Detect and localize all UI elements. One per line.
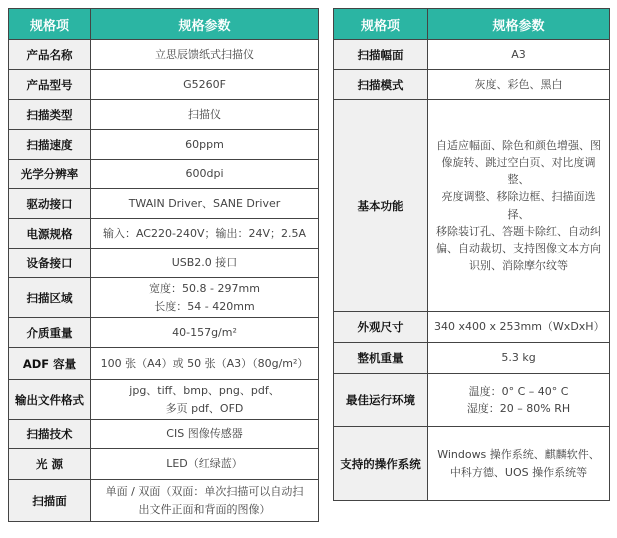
spec-value-line: 单面 / 双面（双面：单次扫描可以自动扫 bbox=[105, 485, 304, 499]
spec-value bbox=[428, 343, 610, 374]
spec-value bbox=[428, 70, 610, 100]
spec-key: 最佳运行环境 bbox=[334, 374, 428, 427]
spec-row bbox=[9, 100, 319, 130]
spec-value-line: G5260F bbox=[183, 77, 226, 91]
header-row bbox=[9, 9, 319, 40]
spec-key: 扫描类型 bbox=[9, 100, 91, 130]
spec-key: 扫描速度 bbox=[9, 130, 91, 160]
spec-value bbox=[91, 278, 319, 318]
spec-table-left-body bbox=[9, 40, 319, 522]
spec-value-line: 宽度：50.8 - 297mm bbox=[149, 282, 260, 296]
spec-value bbox=[91, 70, 319, 100]
spec-row bbox=[334, 40, 610, 70]
spec-value bbox=[91, 420, 319, 449]
spec-value-line: jpg、tiff、bmp、png、pdf、 bbox=[129, 384, 280, 398]
spec-value bbox=[91, 219, 319, 249]
spec-key: 驱动接口 bbox=[9, 189, 91, 219]
spec-value-line: 中科方德、UOS 操作系统等 bbox=[449, 465, 588, 479]
spec-row bbox=[334, 312, 610, 343]
spec-key: 外观尺寸 bbox=[334, 312, 428, 343]
spec-value-line: 像旋转、跳过空白页、对比度调整、 bbox=[441, 156, 596, 187]
spec-key: 整机重量 bbox=[334, 343, 428, 374]
spec-key: 设备接口 bbox=[9, 249, 91, 278]
spec-value-line: 40-157g/m² bbox=[172, 325, 237, 339]
spec-key: 扫描区域 bbox=[9, 278, 91, 318]
spec-row bbox=[9, 420, 319, 449]
spec-value bbox=[91, 480, 319, 522]
spec-row bbox=[9, 480, 319, 522]
spec-key: 支持的操作系统 bbox=[334, 427, 428, 501]
spec-value bbox=[91, 449, 319, 480]
spec-value bbox=[428, 40, 610, 70]
spec-value-line: 移除装订孔、答题卡除红、自动纠 bbox=[436, 224, 601, 238]
spec-value-line: LED（红绿蓝） bbox=[166, 457, 243, 471]
spec-row bbox=[9, 348, 319, 380]
spec-value-line: 自适应幅面、除色和颜色增强、图 bbox=[436, 139, 601, 153]
spec-value-line: 亮度调整、移除边框、扫描面选择、 bbox=[441, 190, 596, 221]
spec-row bbox=[334, 70, 610, 100]
spec-value-line: 100 张（A4）或 50 张（A3）（80g/m²） bbox=[100, 356, 309, 370]
spec-value-line: USB2.0 接口 bbox=[171, 256, 238, 270]
spec-value bbox=[91, 348, 319, 380]
spec-row bbox=[9, 130, 319, 160]
spec-row bbox=[9, 219, 319, 249]
spec-value-line: 温度：0° C – 40° C bbox=[468, 384, 569, 398]
spec-value bbox=[428, 427, 610, 501]
spec-value bbox=[91, 318, 319, 348]
spec-key: ADF 容量 bbox=[9, 348, 91, 380]
spec-value bbox=[91, 189, 319, 219]
spec-value-line: 立思辰馈纸式扫描仪 bbox=[155, 47, 254, 61]
spec-key: 扫描模式 bbox=[334, 70, 428, 100]
spec-value bbox=[91, 160, 319, 189]
spec-row bbox=[334, 100, 610, 312]
header-key: 规格项 bbox=[9, 9, 91, 40]
spec-table-right bbox=[333, 8, 610, 501]
header-row bbox=[334, 9, 610, 40]
spec-value-line: 扫描仪 bbox=[188, 107, 221, 121]
spec-key: 光 源 bbox=[9, 449, 91, 480]
spec-value bbox=[91, 100, 319, 130]
spec-value-line: 60ppm bbox=[185, 137, 224, 151]
spec-row bbox=[9, 318, 319, 348]
spec-value-line: 偏、自动裁切、支持图像文本方向 bbox=[436, 241, 601, 255]
spec-value bbox=[428, 312, 610, 343]
spec-value-line: 出文件正面和背面的图像） bbox=[138, 502, 271, 516]
spec-key: 基本功能 bbox=[334, 100, 428, 312]
spec-value-line: 长度：54 - 420mm bbox=[154, 299, 255, 313]
spec-value-line: Windows 操作系统、麒麟软件、 bbox=[437, 448, 600, 462]
spec-row bbox=[334, 427, 610, 501]
spec-row bbox=[9, 70, 319, 100]
spec-value-line: A3 bbox=[511, 47, 526, 61]
spec-row bbox=[9, 189, 319, 219]
spec-value-line: 600dpi bbox=[185, 167, 224, 181]
spec-key: 电源规格 bbox=[9, 219, 91, 249]
spec-row bbox=[9, 160, 319, 189]
spec-value bbox=[428, 374, 610, 427]
spec-key: 光学分辨率 bbox=[9, 160, 91, 189]
spec-value-line: 湿度：20 – 80% RH bbox=[466, 402, 571, 415]
spec-value bbox=[91, 130, 319, 160]
header-value: 规格参数 bbox=[91, 9, 319, 40]
spec-key: 扫描幅面 bbox=[334, 40, 428, 70]
spec-key: 产品名称 bbox=[9, 40, 91, 70]
spec-row bbox=[9, 449, 319, 480]
spec-value bbox=[428, 100, 610, 312]
spec-value-line: 5.3 kg bbox=[501, 351, 536, 365]
spec-value bbox=[91, 40, 319, 70]
spec-key: 介质重量 bbox=[9, 318, 91, 348]
spec-key: 扫描面 bbox=[9, 480, 91, 522]
spec-table-right-body bbox=[334, 40, 610, 501]
spec-row bbox=[9, 380, 319, 420]
spec-value-line: CIS 图像传感器 bbox=[166, 427, 243, 441]
spec-row bbox=[9, 278, 319, 318]
spec-row bbox=[334, 374, 610, 427]
spec-value bbox=[91, 380, 319, 420]
spec-row bbox=[9, 249, 319, 278]
spec-table-left bbox=[8, 8, 319, 522]
spec-value-line: 输入：AC220-240V；输出：24V；2.5A bbox=[102, 226, 307, 240]
spec-key: 扫描技术 bbox=[9, 420, 91, 449]
spec-value-line: TWAIN Driver、SANE Driver bbox=[128, 196, 281, 210]
spec-key: 产品型号 bbox=[9, 70, 91, 100]
spec-value-line: 灰度、彩色、黑白 bbox=[474, 77, 563, 91]
spec-value-line: 多页 pdf、OFD bbox=[165, 401, 244, 415]
spec-row bbox=[334, 343, 610, 374]
spec-key: 输出文件格式 bbox=[9, 380, 91, 420]
spec-value-line: 识别、消除摩尔纹等 bbox=[469, 258, 568, 272]
header-key: 规格项 bbox=[334, 9, 428, 40]
spec-value bbox=[91, 249, 319, 278]
header-value: 规格参数 bbox=[428, 9, 610, 40]
spec-value-line: 340 x400 x 253mm（WxDxH） bbox=[434, 320, 605, 334]
spec-row bbox=[9, 40, 319, 70]
